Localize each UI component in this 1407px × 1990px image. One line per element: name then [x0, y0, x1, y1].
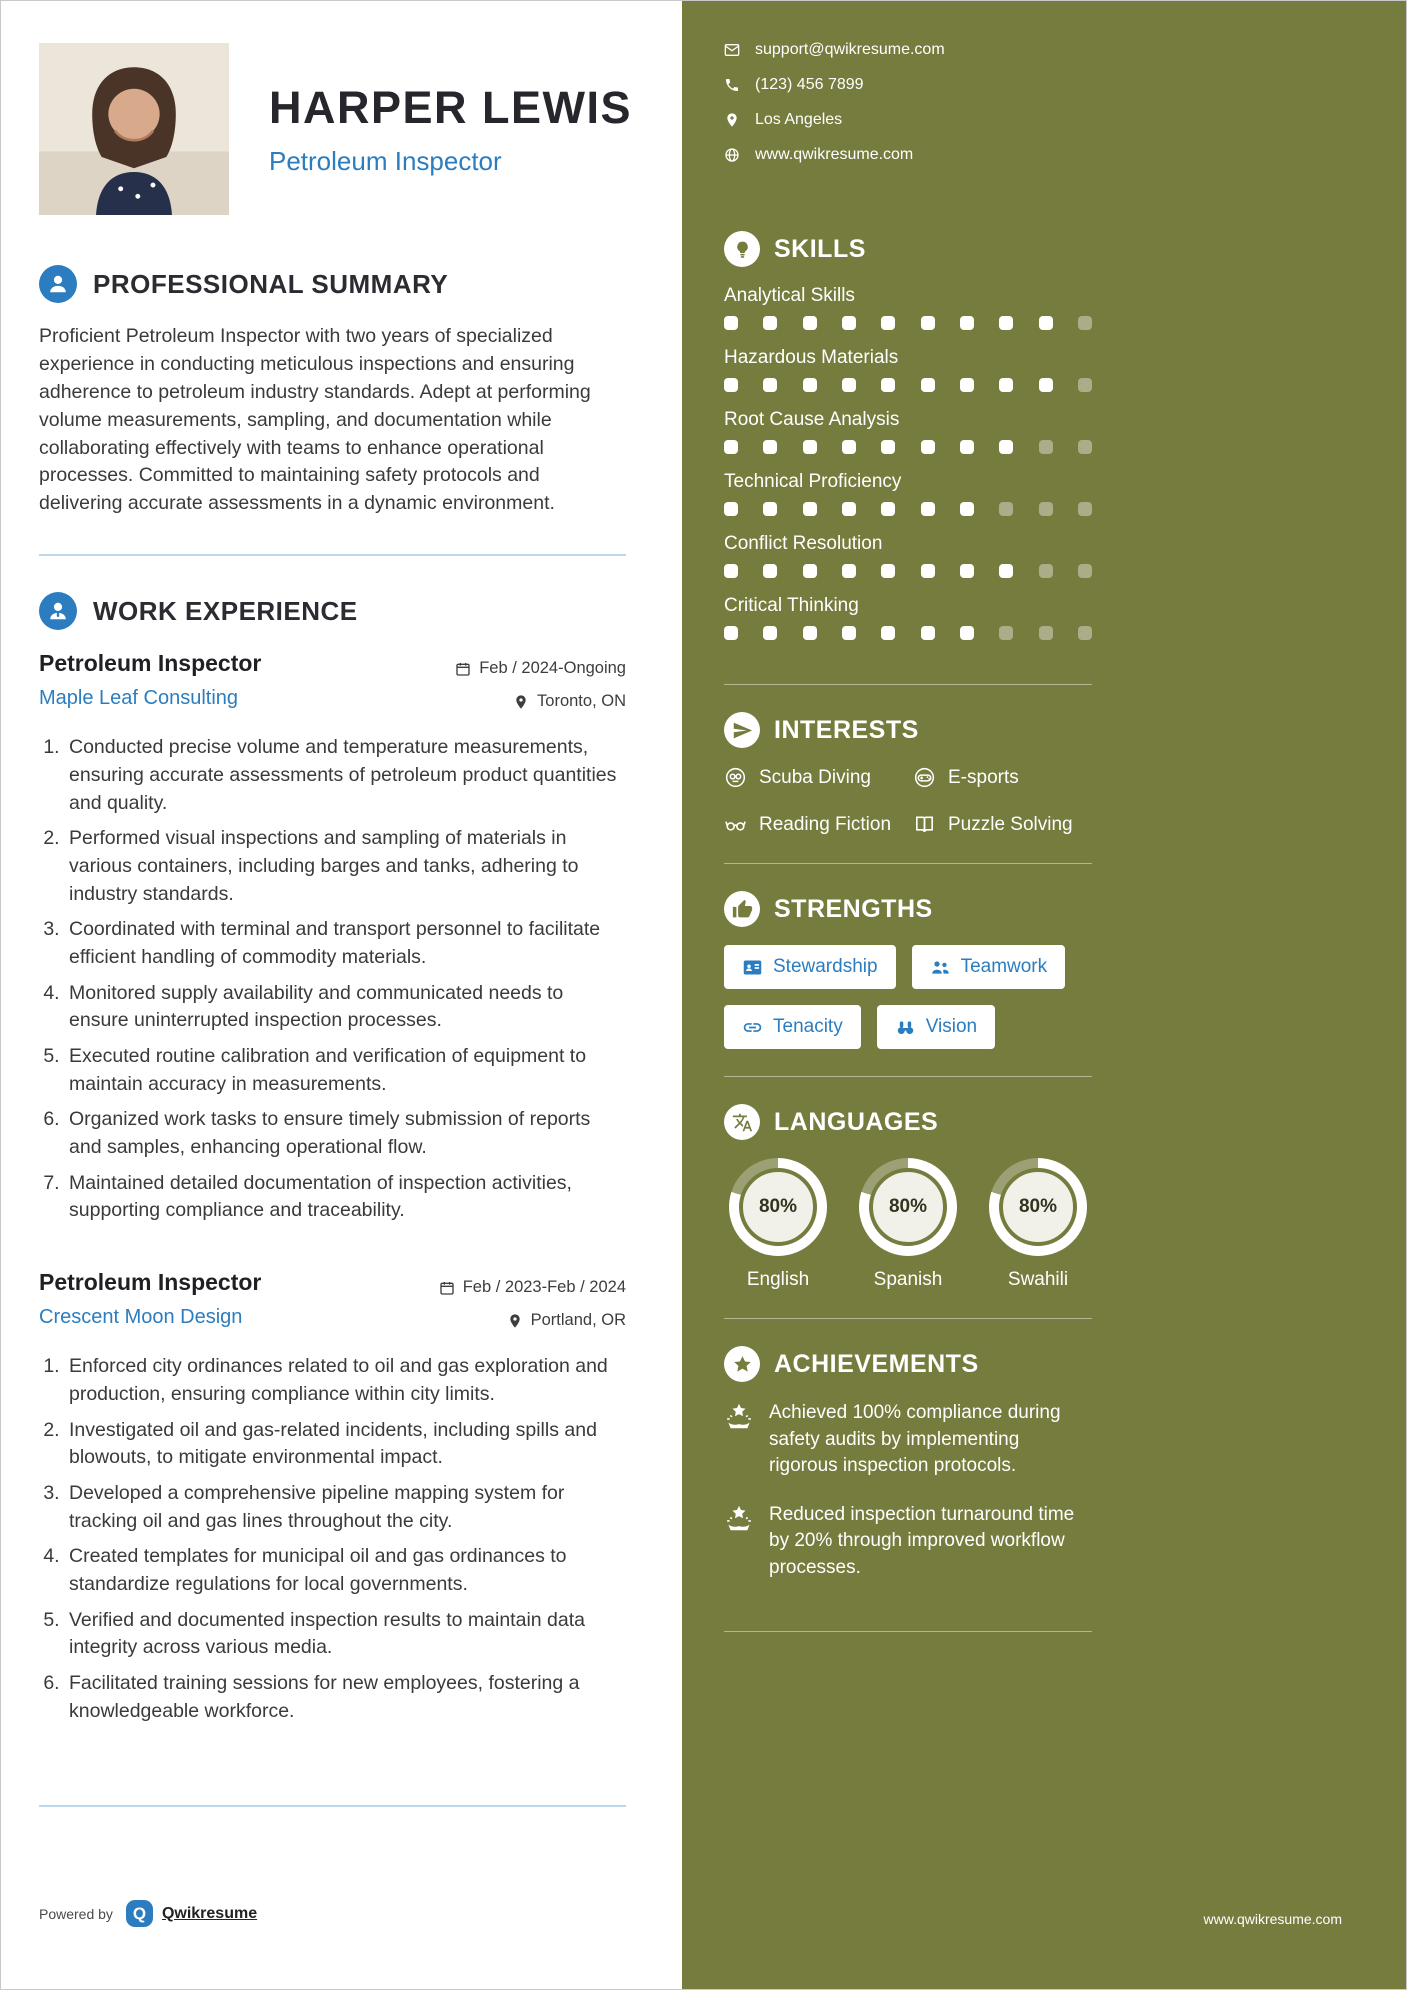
- job-dates: [439, 1278, 626, 1297]
- worker-icon: [39, 592, 77, 630]
- experience-bullet: 4. Monitored supply availability and communicated needs to ensure uninterrupted inspection processes.: [65, 980, 626, 1035]
- skill-level-square: [999, 502, 1013, 516]
- language-name: Spanish: [873, 1269, 943, 1290]
- skill-level-square: [1078, 564, 1092, 578]
- interest-item: [913, 813, 1092, 836]
- skill-level-bar: [724, 316, 1092, 330]
- skill-level-square: [960, 378, 974, 392]
- experience-bullet: 1. Enforced city ordinances related to oil and gas exploration and production, ensuring compliance within city limits.: [65, 1353, 626, 1408]
- strengths-section-header: [724, 891, 1092, 927]
- team-icon: [930, 957, 951, 978]
- skill-level-square: [842, 502, 856, 516]
- phone-icon: [724, 77, 740, 93]
- skill-level-square: [1078, 626, 1092, 640]
- experience-section-header: [39, 592, 626, 630]
- skill-item: [724, 285, 1092, 330]
- experience-bullet: 4. Created templates for municipal oil and gas ordinances to standardize regulations for local governments.: [65, 1543, 626, 1598]
- strength-label: Teamwork: [960, 956, 1048, 977]
- hand-star-icon: [724, 1504, 754, 1534]
- experience-bullet: 1. Conducted precise volume and temperature measurements, ensuring accurate assessments of petroleum product quantities and quality.: [65, 734, 626, 817]
- envelope-icon: [724, 42, 740, 58]
- experience-bullet: 2. Investigated oil and gas-related incidents, including spills and blowouts, to mitigate environmental impact.: [65, 1417, 626, 1472]
- job-title-row: [39, 650, 626, 687]
- contact-website-text: www.qwikresume.com: [755, 146, 914, 163]
- book-icon: [913, 813, 936, 836]
- interest-label: Scuba Diving: [759, 766, 871, 788]
- skills-section: [724, 231, 1092, 657]
- qwikresume-logo-icon: Q: [126, 1900, 153, 1927]
- job-dates-text: Feb / 2023-Feb / 2024: [462, 1278, 626, 1297]
- glasses-icon: [724, 813, 747, 836]
- skill-level-square: [960, 440, 974, 454]
- globe-icon: [724, 147, 740, 163]
- game-controller-icon: [913, 766, 936, 789]
- pin-icon: [507, 1313, 523, 1329]
- skill-level-square: [724, 564, 738, 578]
- profile-photo-placeholder: [39, 43, 229, 215]
- scuba-mask-icon: [724, 766, 747, 789]
- identity-block: [229, 82, 632, 177]
- calendar-icon: [439, 1280, 455, 1296]
- skill-level-square: [1078, 502, 1092, 516]
- skill-level-square: [842, 440, 856, 454]
- skill-level-square: [999, 440, 1013, 454]
- skill-level-square: [763, 316, 777, 330]
- interests-section: [724, 712, 1092, 836]
- skill-level-square: [999, 378, 1013, 392]
- interest-item: [724, 766, 903, 789]
- footer-website-link[interactable]: www.qwikresume.com: [1203, 1911, 1342, 1927]
- skill-level-square: [881, 564, 895, 578]
- skill-level-square: [881, 440, 895, 454]
- skill-level-square: [921, 440, 935, 454]
- contact-phone-text: (123) 456 7899: [755, 76, 864, 93]
- achievement-text: Reduced inspection turnaround time by 20% through improved workflow processes.: [769, 1503, 1075, 1578]
- language-item: [854, 1158, 962, 1291]
- achievements-section-header: [724, 1346, 1092, 1382]
- experience-bullet: 5. Executed routine calibration and verification of equipment to maintain accuracy in measurements.: [65, 1043, 626, 1098]
- skill-level-square: [921, 378, 935, 392]
- pin-icon: [724, 112, 740, 128]
- language-item: [984, 1158, 1092, 1291]
- interest-item: [913, 766, 1092, 789]
- languages-section: [724, 1104, 1092, 1291]
- language-percent: 80%: [888, 1196, 928, 1217]
- skill-level-square: [724, 316, 738, 330]
- contact-list: [724, 41, 1092, 181]
- skill-level-square: [803, 440, 817, 454]
- skills-section-header: [724, 231, 1092, 267]
- job-location: [507, 1311, 626, 1330]
- qwikresume-brand-link[interactable]: Qwikresume: [161, 1904, 258, 1922]
- language-ring-center: [869, 1168, 947, 1246]
- skill-level-square: [803, 564, 817, 578]
- summary-heading: PROFESSIONAL SUMMARY: [93, 268, 449, 299]
- experience-bullet: 7. Maintained detailed documentation of inspection activities, supporting compliance and traceability.: [65, 1170, 626, 1225]
- job-company-row: [39, 687, 626, 716]
- skill-level-bar: [724, 378, 1092, 392]
- summary-section-header: [39, 265, 626, 303]
- contact-email-text: support@qwikresume.com: [755, 41, 945, 58]
- experience-bullet: 6. Organized work tasks to ensure timely submission of reports and samples, enhancing operational flow.: [65, 1106, 626, 1161]
- skill-level-square: [960, 564, 974, 578]
- job-position: Petroleum Inspector: [39, 1269, 262, 1296]
- sidebar-divider: [724, 1318, 1092, 1319]
- skill-item: [724, 595, 1092, 640]
- skill-level-square: [881, 502, 895, 516]
- achievement-item: [724, 1502, 1092, 1582]
- powered-by-footer: [39, 1900, 626, 1927]
- skill-level-square: [763, 564, 777, 578]
- skill-level-square: [921, 316, 935, 330]
- section-divider: [39, 554, 626, 556]
- skill-level-square: [842, 564, 856, 578]
- skill-level-square: [881, 378, 895, 392]
- paper-plane-icon: [724, 712, 760, 748]
- language-name: Swahili: [1007, 1269, 1069, 1290]
- language-percent: 80%: [758, 1196, 798, 1217]
- sidebar-divider: [724, 684, 1092, 685]
- strength-label: Vision: [925, 1016, 978, 1037]
- skill-level-bar: [724, 440, 1092, 454]
- skill-level-square: [1039, 316, 1053, 330]
- candidate-name: HARPER LEWIS: [269, 81, 633, 133]
- language-rings: [724, 1158, 1092, 1291]
- person-icon: [39, 265, 77, 303]
- skill-level-square: [1078, 378, 1092, 392]
- sidebar-divider: [724, 1631, 1092, 1632]
- experience-bullet: 2. Performed visual inspections and sampling of materials in various containers, including barges and tanks, adhering to industry standards.: [65, 825, 626, 908]
- skill-level-square: [803, 378, 817, 392]
- contact-website[interactable]: [724, 146, 1092, 164]
- strength-chip: [877, 1005, 995, 1049]
- interest-item: [724, 813, 903, 836]
- skill-level-square: [1078, 316, 1092, 330]
- fist-icon: [724, 891, 760, 927]
- skill-level-square: [960, 316, 974, 330]
- interests-heading: INTERESTS: [774, 715, 919, 744]
- sidebar-divider: [724, 863, 1092, 864]
- interest-label: Reading Fiction: [759, 813, 892, 835]
- strength-label: Tenacity: [773, 1016, 843, 1037]
- candidate-title: Petroleum Inspector: [269, 145, 502, 176]
- section-divider: [39, 1805, 626, 1807]
- powered-by-label: Powered by: [39, 1905, 113, 1922]
- pin-icon: [513, 694, 529, 710]
- contact-location-text: Los Angeles: [755, 111, 843, 128]
- binoculars-icon: [895, 1017, 916, 1038]
- hand-star-icon: [724, 1402, 754, 1432]
- strength-label: Stewardship: [773, 956, 878, 977]
- languages-section-header: [724, 1104, 1092, 1140]
- job-entry: [39, 1269, 626, 1725]
- skill-item: [724, 471, 1092, 516]
- strength-chip: [912, 945, 1066, 989]
- sidebar: [682, 1, 1406, 1989]
- skill-level-square: [1039, 564, 1053, 578]
- strengths-heading: STRENGTHS: [774, 894, 933, 923]
- contact-phone[interactable]: [724, 76, 1092, 94]
- language-progress-ring: [859, 1158, 957, 1256]
- interests-section-header: [724, 712, 1092, 748]
- skill-level-bar: [724, 626, 1092, 640]
- job-company-row: [39, 1306, 626, 1335]
- job-bullet-list: [39, 734, 626, 1225]
- skill-level-square: [1039, 626, 1053, 640]
- language-ring-center: [739, 1168, 817, 1246]
- skill-name: Critical Thinking: [724, 595, 859, 616]
- skill-level-square: [763, 378, 777, 392]
- skill-item: [724, 533, 1092, 578]
- skill-level-square: [1039, 440, 1053, 454]
- job-entry: [39, 650, 626, 1225]
- sidebar-divider: [724, 1076, 1092, 1077]
- summary-text: Proficient Petroleum Inspector with two years of specialized experience in conducting meticulous inspections and ensuring adherence to petroleum industry standards. Adept at performing volume measurements, sampling, and documentation while collaborating effectively with teams to enhance operational processes. Committed to maintaining safety protocols and delivering accurate assessments in a dynamic environment.: [39, 325, 591, 515]
- strength-chip: [724, 945, 896, 989]
- skill-level-square: [921, 502, 935, 516]
- job-bullet-list: [39, 1353, 626, 1725]
- skill-level-square: [881, 316, 895, 330]
- skill-level-square: [960, 626, 974, 640]
- languages-heading: LANGUAGES: [774, 1107, 939, 1136]
- experience-bullet: 5. Verified and documented inspection results to maintain data integrity across various media.: [65, 1607, 626, 1662]
- language-ring-center: [999, 1168, 1077, 1246]
- achievement-text: Achieved 100% compliance during safety audits by implementing rigorous inspection protocols.: [769, 1402, 1061, 1477]
- calendar-icon: [455, 661, 471, 677]
- skill-level-square: [763, 502, 777, 516]
- skill-item: [724, 409, 1092, 454]
- skill-level-square: [803, 502, 817, 516]
- skill-level-square: [921, 564, 935, 578]
- strength-chips: [724, 945, 1092, 1049]
- experience-bullet: 3. Coordinated with terminal and transport personnel to facilitate efficient handling of commodity materials.: [65, 916, 626, 971]
- company-link[interactable]: Maple Leaf Consulting: [39, 687, 239, 710]
- skill-level-square: [1039, 378, 1053, 392]
- skill-level-square: [921, 626, 935, 640]
- skill-level-square: [763, 626, 777, 640]
- job-dates: [455, 659, 626, 678]
- language-progress-ring: [989, 1158, 1087, 1256]
- skill-level-square: [999, 316, 1013, 330]
- work-experience-section: [39, 592, 626, 1769]
- resume-header: [39, 43, 633, 215]
- contact-location[interactable]: [724, 111, 1092, 129]
- strengths-section: [724, 891, 1092, 1049]
- skill-level-square: [999, 626, 1013, 640]
- experience-heading: WORK EXPERIENCE: [93, 595, 358, 626]
- skill-level-bar: [724, 502, 1092, 516]
- company-link[interactable]: Crescent Moon Design: [39, 1306, 243, 1329]
- skill-level-square: [803, 316, 817, 330]
- skill-level-square: [960, 502, 974, 516]
- skill-name: Conflict Resolution: [724, 533, 883, 554]
- contact-email[interactable]: [724, 41, 1092, 59]
- skill-level-square: [842, 626, 856, 640]
- skill-name: Technical Proficiency: [724, 471, 902, 492]
- job-location-text: Portland, OR: [530, 1311, 626, 1330]
- skill-level-square: [1039, 502, 1053, 516]
- interest-label: E-sports: [948, 766, 1019, 788]
- link-icon: [742, 1017, 763, 1038]
- language-progress-ring: [729, 1158, 827, 1256]
- experience-bullet: 3. Developed a comprehensive pipeline mapping system for tracking oil and gas lines throughout the city.: [65, 1480, 626, 1535]
- translate-icon: [724, 1104, 760, 1140]
- skill-level-square: [803, 626, 817, 640]
- profile-photo: [39, 43, 229, 215]
- skills-heading: SKILLS: [774, 234, 866, 263]
- skill-name: Root Cause Analysis: [724, 409, 900, 430]
- job-position: Petroleum Inspector: [39, 650, 262, 677]
- skill-level-square: [724, 440, 738, 454]
- sidebar-footer: [1204, 1911, 1342, 1927]
- language-name: English: [746, 1269, 810, 1290]
- skill-level-square: [1078, 440, 1092, 454]
- star-icon: [724, 1346, 760, 1382]
- achievement-item: [724, 1400, 1092, 1480]
- skill-level-bar: [724, 564, 1092, 578]
- skill-level-square: [999, 564, 1013, 578]
- job-location: [513, 692, 626, 711]
- language-percent: 80%: [1018, 1196, 1058, 1217]
- interests-grid: [724, 766, 1092, 836]
- skill-name: Analytical Skills: [724, 285, 855, 306]
- skill-level-square: [842, 316, 856, 330]
- language-item: [724, 1158, 832, 1291]
- experience-bullet: 6. Facilitated training sessions for new employees, fostering a knowledgeable workforce.: [65, 1670, 626, 1725]
- skill-level-square: [724, 502, 738, 516]
- professional-summary-section: [39, 265, 626, 518]
- skill-level-square: [724, 378, 738, 392]
- job-dates-text: Feb / 2024-Ongoing: [479, 659, 626, 678]
- skill-level-square: [763, 440, 777, 454]
- job-location-text: Toronto, ON: [537, 692, 626, 711]
- main-column: [1, 1, 682, 1989]
- id-card-icon: [742, 957, 763, 978]
- achievements-heading: ACHIEVEMENTS: [774, 1349, 979, 1378]
- skill-level-square: [724, 626, 738, 640]
- strength-chip: [724, 1005, 861, 1049]
- lightbulb-icon: [724, 231, 760, 267]
- skill-level-square: [842, 378, 856, 392]
- achievements-section: [724, 1346, 1092, 1604]
- job-title-row: [39, 1269, 626, 1306]
- interest-label: Puzzle Solving: [948, 813, 1073, 835]
- skill-level-square: [881, 626, 895, 640]
- skill-item: [724, 347, 1092, 392]
- skill-name: Hazardous Materials: [724, 347, 899, 368]
